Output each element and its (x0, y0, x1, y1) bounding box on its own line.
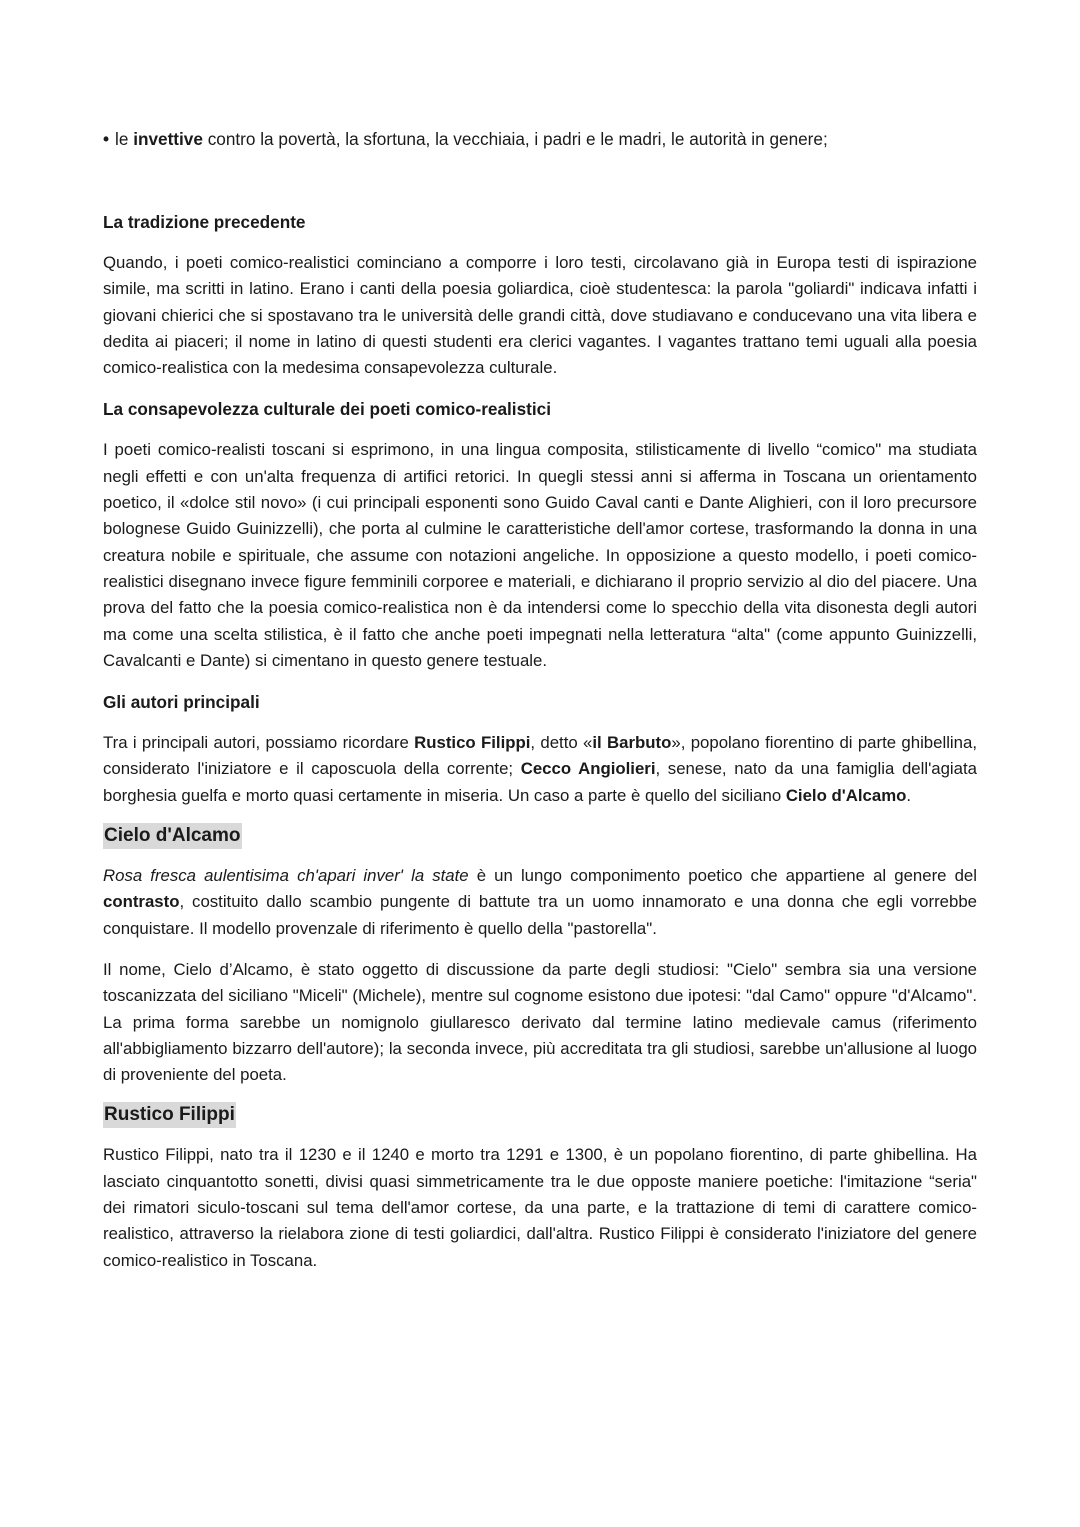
bullet-text-pre: le (115, 129, 134, 149)
paragraph-autori (103, 730, 977, 809)
bullet-text-post: contro la povertà, la sfortuna, la vecchiaia, i padri e le madri, le autorità in genere; (202, 129, 828, 149)
paragraph-tradizione: Quando, i poeti comico-realistici cominciano a comporre i loro testi, circolavano già in Europa testi di ispirazione simile, ma scritti in latino. Erano i canti della poesia goliardica, cioè studentesca: la parola "goliardi" indicava infatti i giovani chierici che si spostavano tra le università delle grandi città, dove studiavano e conducevano una vita libera e dedita ai piaceri; il nome in latino di questi studenti era clerici vagantes. I vagantes trattano temi uguali alla poesia comico-realistica con la medesima consapevolezza culturale. (103, 253, 977, 378)
bullet-dot-icon: • (103, 129, 110, 149)
autori-text-1: Tra i principali autori, possiamo ricordare (103, 733, 415, 753)
autori-bold-cielo: Cielo d'Alcamo (785, 785, 907, 805)
bullet-text-bold: invettive (133, 129, 203, 149)
bullet-item (103, 126, 977, 152)
heading-autori: Gli autori principali (103, 692, 260, 713)
document-page (103, 126, 977, 1274)
heading-rustico: Rustico Filippi (103, 1102, 236, 1128)
paragraph-rustico: Rustico Filippi, nato tra il 1230 e il 1240 e morto tra 1291 e 1300, è un popolano fiorentino, di parte ghibellina. Ha lasciato cinquantotto sonetti, divisi quasi simmetricamente tra le due opposte maniere poetiche: l'imitazione “seria" dei rimatori siculo-toscani sul tema dell'amor cortese, da una parte, e la trattazione di temi di carattere comico-realistico, attraverso la rielabora zione di testi goliardici, dall'altra. Rustico Filippi è considerato l'iniziatore del genere comico-realistico in Toscana. (103, 1145, 977, 1270)
autori-text-4: , senese, nato da una famiglia dell'agiata borghesia guelfa e morto quasi certamente in miseria. Un caso a parte è quello del siciliano (103, 759, 977, 805)
autori-text-2: , detto « (530, 733, 593, 753)
paragraph-cielo-2: Il nome, Cielo d’Alcamo, è stato oggetto di discussione da parte degli studiosi: "Cielo" sembra sia una versione toscanizzata del siciliano "Miceli" (Michele), mentre sul cognome esistono due ipotesi: "dal Camo" oppure "d'Alcamo". La prima forma sarebbe un nomignolo giullaresco derivato dal termine latino medievale camus (riferimento all'abbigliamento bizzarro dell'autore); la seconda invece, più accreditata tra gli studiosi, sarebbe un'allusione al luogo di proveniente del poeta. (103, 959, 977, 1085)
cielo-italic-title: Rosa fresca aulentisima ch'apari inver' la state (103, 866, 469, 886)
section-cielo-header (103, 823, 977, 849)
paragraph-cielo-1 (103, 863, 977, 942)
autori-bold-cecco: Cecco Angiolieri (520, 759, 656, 779)
cielo-bold-contrasto: contrasto (103, 892, 180, 912)
heading-consapevolezza: La consapevolezza culturale dei poeti comico-realistici (103, 399, 551, 420)
heading-cielo: Cielo d'Alcamo (103, 823, 242, 849)
autori-bold-rustico: Rustico Filippi (414, 733, 531, 753)
autori-bold-barbuto: il Barbuto (592, 733, 672, 753)
autori-text-5: . (906, 785, 912, 805)
paragraph-consapevolezza: I poeti comico-realisti toscani si esprimono, in una lingua composita, stilisticamente di livello “comico" ma studiata negli effetti e con un'alta frequenza di artifici retorici. In quegli stessi anni si afferma in Toscana un orientamento poetico, il «dolce stil novo» (i cui principali esponenti sono Guido Caval canti e Dante Alighieri, con il loro precursore bolognese Guido Guinizzelli), che porta al culmine le caratteristiche dell'amor cortese, trasformando la donna in una creatura nobile e spirituale, che assume con notazioni angeliche. In opposizione a questo modello, i poeti comico-realistici disegnano invece figure femminili corporee e materiali, e dichiarano il proprio servizio al dio del piacere. Una prova del fatto che la poesia comico-realistica non è da intendersi come lo specchio della vita disonesta degli autori ma come una scelta stilistica, è il fatto che anche poeti impegnati nella letteratura “alta" (come appunto Guinizzelli, Cavalcanti e Dante) si cimentano in questo genere testuale. (103, 440, 977, 670)
autori-text-3: », popolano fiorentino di parte ghibellina, considerato l'iniziatore e il caposcuola della corrente; (103, 733, 977, 779)
heading-tradizione: La tradizione precedente (103, 212, 306, 232)
cielo-text-2: , costituito dallo scambio pungente di battute tra un uomo innamorato e una donna che egli vorrebbe conquistare. Il modello provenzale di riferimento è quello della "pastorella". (103, 892, 977, 938)
cielo-text-1: è un lungo componimento poetico che appartiene al genere del (468, 866, 977, 886)
section-rustico-header (103, 1102, 977, 1128)
